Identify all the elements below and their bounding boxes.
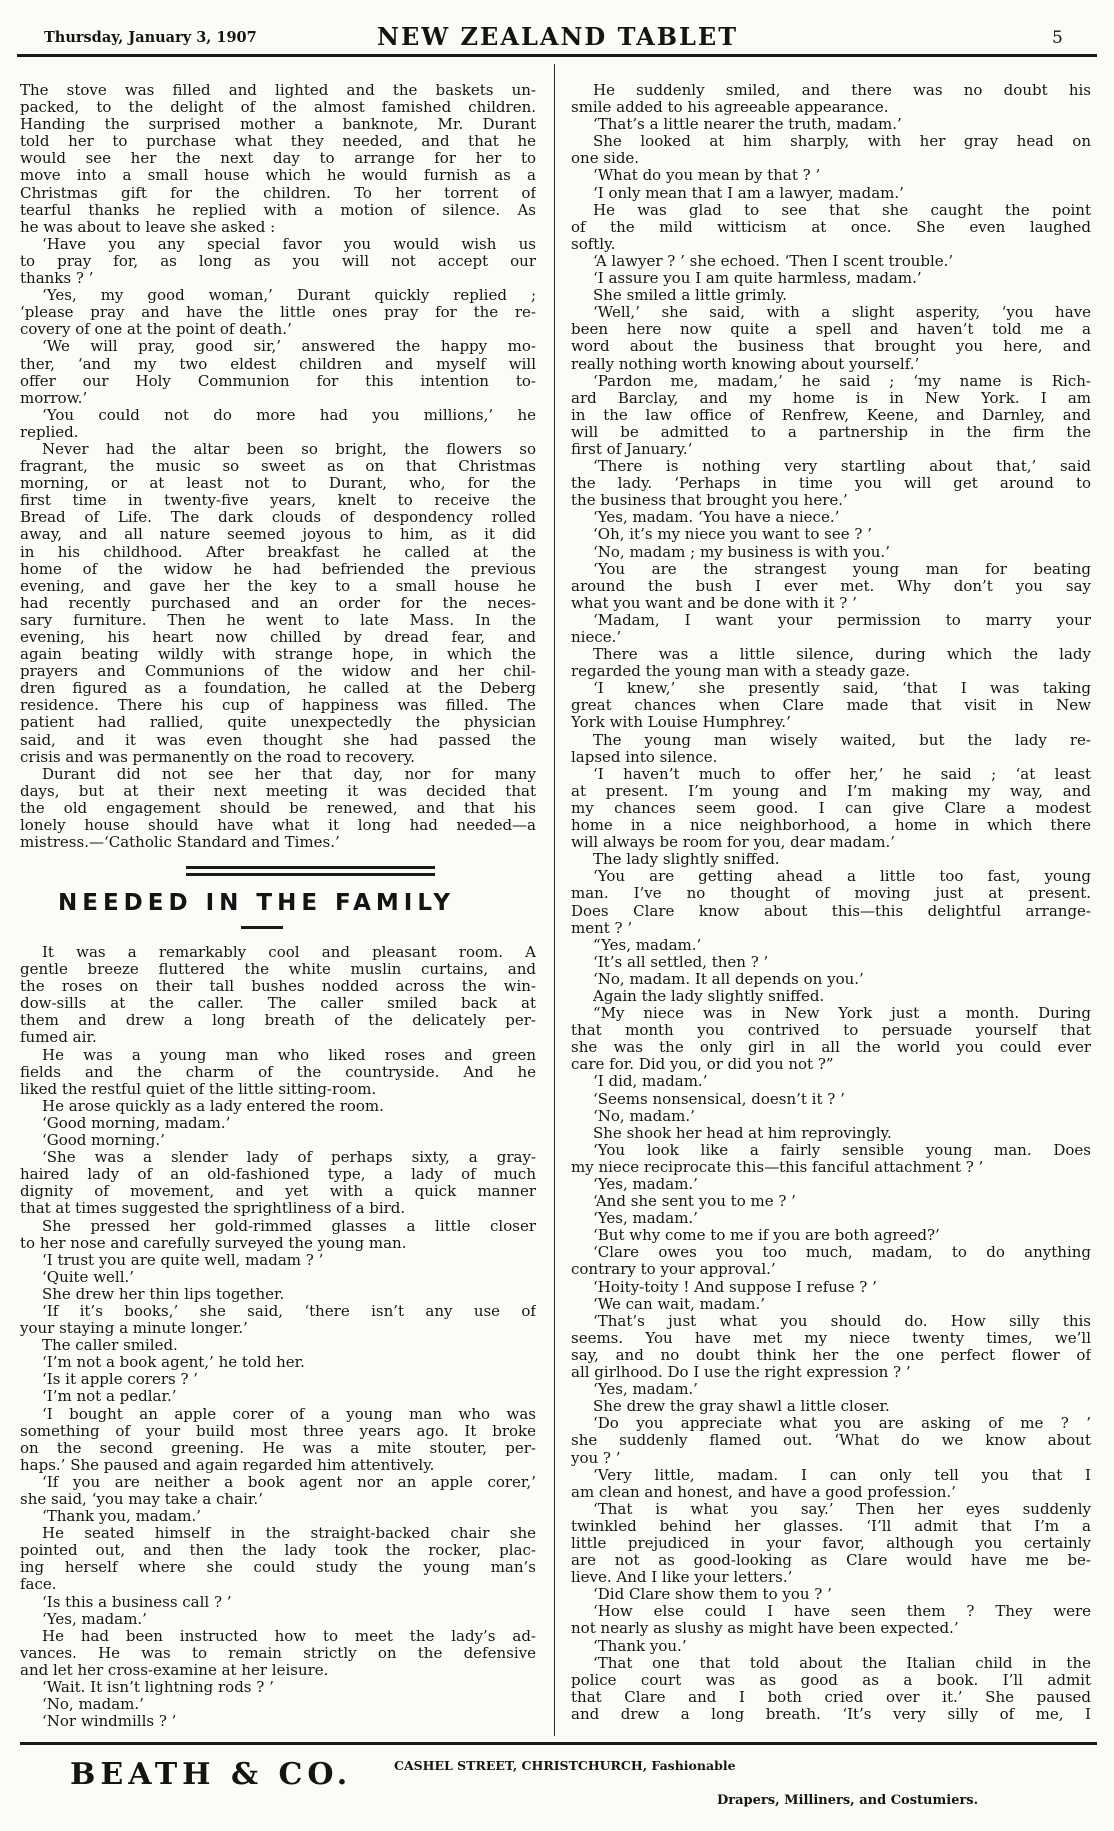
text-line: lieve. And I like your letters.’ xyxy=(571,1569,793,1587)
paragraph xyxy=(571,971,1091,988)
text-line: ‘She was a slender lady of perhaps sixty, a gray- xyxy=(42,1149,536,1167)
paragraph xyxy=(571,185,1091,202)
text-line: ‘Clare owes you too much, madam, to do anything xyxy=(593,1244,1091,1262)
paragraph xyxy=(571,680,1091,731)
text-line: ‘Pardon me, madam,’ he said ; ‘my name is Rich- xyxy=(593,372,1091,390)
text-line: He arose quickly as a lady entered the room. xyxy=(42,1097,384,1115)
text-line: ‘please pray and have the little ones pray for the re- xyxy=(20,304,536,322)
text-line: ‘You look like a fairly sensible young man. Does xyxy=(593,1141,1091,1159)
paragraph xyxy=(20,1388,536,1405)
text-line: ‘Yes, my good woman,’ Durant quickly replied ; xyxy=(42,287,536,305)
paragraph xyxy=(571,937,1091,954)
text-line: my chances seem good. I can give Clare a modest xyxy=(571,799,1091,817)
text-line: ‘Thank you.’ xyxy=(593,1637,687,1655)
text-line: had recently purchased and an order for the neces- xyxy=(20,594,536,612)
section-double-rule-top xyxy=(186,866,435,869)
paragraph xyxy=(20,1406,536,1474)
text-line: He was a young man who liked roses and green xyxy=(42,1046,536,1064)
text-line: are not as good-looking as Clare would have me be- xyxy=(571,1552,1091,1570)
paragraph xyxy=(20,1303,536,1337)
text-line: my niece reciprocate this—this fanciful attachment ? ’ xyxy=(571,1158,984,1176)
text-line: ‘Yes, madam.’ xyxy=(593,1176,698,1193)
text-line: Durant did not see her that day, nor for many xyxy=(42,765,536,783)
text-line: ‘Oh, it’s my niece you want to see ? ’ xyxy=(593,526,872,544)
text-line: Bread of Life. The dark clouds of despondency rolled xyxy=(20,509,536,527)
advertisement-name: BEATH & CO. xyxy=(70,1757,353,1792)
page-number: 5 xyxy=(1052,28,1063,48)
text-line: dren figured as a foundation, he called at the Deberg xyxy=(20,680,536,698)
text-line: man. I’ve no thought of moving just at present. xyxy=(571,885,1091,903)
text-line: “My niece was in New York just a month. During xyxy=(593,1005,1091,1023)
paragraph xyxy=(571,526,1091,543)
paragraph xyxy=(20,441,536,766)
paragraph xyxy=(571,509,1091,526)
text-line: again beating wildly with strange hope, in which the xyxy=(20,646,536,664)
paragraph xyxy=(20,1371,536,1388)
text-line: home of the widow he had befriended the previous xyxy=(20,560,536,578)
needed-in-the-family-story-text xyxy=(20,944,536,1730)
text-line: She looked at him sharply, with her gray head on xyxy=(593,133,1091,151)
paragraph xyxy=(571,1005,1091,1073)
text-line: am clean and honest, and have a good profession.’ xyxy=(571,1483,956,1501)
text-line: ‘You are the strangest young man for beating xyxy=(593,560,1091,578)
text-line: on the second greening. He was a mite stouter, per- xyxy=(20,1439,536,1457)
text-line: been here now quite a spell and haven’t told me a xyxy=(571,321,1091,339)
column-divider xyxy=(554,64,555,1736)
text-line: He was glad to see that she caught the point xyxy=(593,201,1091,219)
text-line: ‘Madam, I want your permission to marry your xyxy=(593,611,1091,629)
text-line: Does Clare know about this—this delightful arrange- xyxy=(571,902,1091,920)
paragraph xyxy=(20,1679,536,1696)
paragraph xyxy=(571,1279,1091,1296)
text-line: ‘I trust you are quite well, madam ? ’ xyxy=(42,1251,324,1269)
paragraph xyxy=(571,954,1091,971)
paragraph xyxy=(571,133,1091,167)
paragraph xyxy=(571,988,1091,1005)
text-line: ‘Seems nonsensical, doesn’t it ? ’ xyxy=(593,1090,845,1108)
running-date: Thursday, January 3, 1907 xyxy=(44,29,257,46)
paragraph xyxy=(571,1227,1091,1244)
paragraph xyxy=(571,732,1091,766)
text-line: police court was as good as a book. I’ll admit xyxy=(571,1671,1091,1689)
text-line: will always be room for you, dear madam.’ xyxy=(571,834,895,852)
text-line: the business that brought you here.’ xyxy=(571,492,848,510)
text-line: the lady. ‘Perhaps in time you will get around to xyxy=(571,475,1091,493)
text-line: dow-sills at the caller. The caller smiled back at xyxy=(20,995,536,1013)
text-line: the roses on their tall bushes nodded across the win- xyxy=(20,978,536,996)
text-line: She shook her head at him reprovingly. xyxy=(593,1124,892,1142)
text-line: ‘If it’s books,’ she said, ‘there isn’t any use of xyxy=(42,1302,536,1320)
paragraph xyxy=(571,458,1091,509)
text-line: ‘There is nothing very startling about that,’ said xyxy=(593,458,1091,476)
paragraph xyxy=(571,1108,1091,1125)
paragraph xyxy=(571,1501,1091,1586)
paragraph xyxy=(20,287,536,338)
text-line: ther, ‘and my two eldest children and myself will xyxy=(20,355,536,373)
text-line: home in a nice neighborhood, a home in which there xyxy=(571,817,1091,835)
paragraph xyxy=(571,1142,1091,1176)
paragraph xyxy=(20,338,536,406)
text-line: Again the lady slightly sniffed. xyxy=(593,987,825,1005)
text-line: ‘What do you mean by that ? ’ xyxy=(593,167,821,185)
text-line: would see her the next day to arrange for her to xyxy=(20,150,536,168)
text-line: ‘That’s a little nearer the truth, madam.’ xyxy=(593,116,902,134)
text-line: to pray for, as long as you will not accept our xyxy=(20,252,536,270)
text-line: ing herself where she could study the young man’s xyxy=(20,1559,536,1577)
text-line: haps.’ She paused and again regarded him attentively. xyxy=(20,1456,435,1474)
paragraph xyxy=(571,167,1091,184)
paragraph xyxy=(20,407,536,441)
text-line: ‘A lawyer ? ’ she echoed. ‘Then I scent trouble.’ xyxy=(593,252,954,270)
text-line: ‘Is this a business call ? ’ xyxy=(42,1593,232,1611)
text-line: He had been instructed how to meet the lady’s ad- xyxy=(42,1627,536,1645)
text-line: ‘Have you any special favor you would wish us xyxy=(42,235,536,253)
text-line: great chances when Clare made that visit in New xyxy=(571,697,1091,715)
text-line: and drew a long breath. ‘It’s very silly of me, I xyxy=(571,1705,1091,1723)
text-line: ‘I bought an apple corer of a young man who was xyxy=(42,1405,536,1423)
text-line: at present. I’m young and I’m making my way, and xyxy=(571,782,1091,800)
text-line: to her nose and carefully surveyed the young man. xyxy=(20,1234,407,1252)
paragraph xyxy=(571,1210,1091,1227)
footer-rule xyxy=(20,1742,1097,1745)
paragraph xyxy=(571,646,1091,680)
paragraph xyxy=(20,1115,536,1132)
text-line: mistress.—‘Catholic Standard and Times.’ xyxy=(20,834,340,852)
text-line: ‘I assure you I am quite harmless, madam.’ xyxy=(593,270,922,288)
paragraph xyxy=(20,82,536,236)
paragraph xyxy=(571,612,1091,646)
paragraph xyxy=(571,868,1091,936)
text-line: He seated himself in the straight-backed chair she xyxy=(42,1525,536,1543)
paragraph xyxy=(571,1467,1091,1501)
text-line: ‘It’s all settled, then ? ’ xyxy=(593,953,769,971)
text-line: There was a little silence, during which the lady xyxy=(593,646,1091,664)
paragraph xyxy=(20,1337,536,1354)
text-line: It was a remarkably cool and pleasant room. A xyxy=(42,944,536,961)
text-line: morning, or at least not to Durant, who, for the xyxy=(20,475,536,493)
text-line: softly. xyxy=(571,235,616,253)
paragraph xyxy=(20,1047,536,1098)
paragraph xyxy=(20,1132,536,1149)
advertisement-address: CASHEL STREET, CHRISTCHURCH, Fashionable xyxy=(394,1758,736,1773)
paragraph xyxy=(571,1415,1091,1466)
paragraph xyxy=(571,202,1091,253)
text-line: fragrant, the music so sweet as on that Christmas xyxy=(20,458,536,476)
text-line: prayers and Communions of the widow and her chil- xyxy=(20,663,536,681)
text-line: pointed out, and then the lady took the rocker, plac- xyxy=(20,1542,536,1560)
text-line: evening, and gave her the key to a small house he xyxy=(20,577,536,595)
paragraph xyxy=(20,1525,536,1593)
text-line: ‘Good morning.’ xyxy=(42,1132,165,1150)
paragraph xyxy=(571,373,1091,458)
text-line: ‘If you are neither a book agent nor an apple corer,’ xyxy=(42,1473,536,1491)
text-line: evening, his heart now chilled by dread fear, and xyxy=(20,629,536,646)
text-line: ‘Yes, madam. ‘You have a niece.’ xyxy=(593,509,840,527)
text-line: contrary to your approval.’ xyxy=(571,1261,776,1279)
text-line: not nearly as slushy as might have been expected.’ xyxy=(571,1620,959,1638)
text-line: that month you contrived to persuade yourself that xyxy=(571,1022,1091,1040)
text-line: care for. Did you, or did you not ?” xyxy=(571,1056,834,1074)
paragraph xyxy=(571,1244,1091,1278)
text-line: The stove was filled and lighted and the baskets un- xyxy=(20,82,536,99)
text-line: twinkled behind her glasses. ‘I’ll admit that I’m a xyxy=(571,1517,1091,1535)
paragraph xyxy=(20,1149,536,1217)
paragraph xyxy=(571,1603,1091,1637)
paragraph xyxy=(571,766,1091,851)
text-line: She drew the gray shawl a little closer. xyxy=(593,1398,890,1416)
text-line: in the law office of Renfrew, Keene, and Darnley, and xyxy=(571,406,1091,424)
paragraph xyxy=(20,1474,536,1508)
paragraph xyxy=(571,1638,1091,1655)
text-line: ‘Wait. It isn’t lightning rods ? ’ xyxy=(42,1679,274,1697)
paragraph xyxy=(571,287,1091,304)
story-title: NEEDED IN THE FAMILY xyxy=(58,890,456,916)
paragraph xyxy=(20,1594,536,1611)
paragraph xyxy=(20,1252,536,1269)
text-line: replied. xyxy=(20,423,79,441)
text-line: something of your build most three years ago. It broke xyxy=(20,1422,536,1440)
text-line: ‘I did, madam.’ xyxy=(593,1073,708,1091)
paragraph xyxy=(571,253,1091,270)
text-line: she said, ‘you may take a chair.’ xyxy=(20,1491,263,1508)
paragraph xyxy=(571,1313,1091,1381)
text-line: face. xyxy=(20,1576,57,1594)
text-line: one side. xyxy=(571,150,640,168)
paragraph xyxy=(20,1286,536,1303)
text-line: niece.’ xyxy=(571,629,622,646)
text-line: He suddenly smiled, and there was no doubt his xyxy=(593,82,1091,99)
text-line: She smiled a little grimly. xyxy=(593,287,787,305)
text-line: in his childhood. After breakfast he called at the xyxy=(20,543,536,561)
text-line: word about the business that brought you here, and xyxy=(571,338,1091,356)
text-line: ‘Yes, madam.’ xyxy=(593,1210,698,1228)
paragraph xyxy=(571,116,1091,133)
paragraph xyxy=(20,1696,536,1713)
text-line: ‘No, madam.’ xyxy=(593,1107,695,1125)
story-ending-column-text xyxy=(20,82,536,851)
paragraph xyxy=(20,1611,536,1628)
text-line: ‘That is what you say.’ Then her eyes suddenly xyxy=(593,1500,1091,1518)
paragraph xyxy=(20,766,536,851)
text-line: morrow.’ xyxy=(20,389,88,407)
text-line: ‘We will pray, good sir,’ answered the happy mo- xyxy=(42,338,536,356)
text-line: dignity of movement, and yet with a quick manner xyxy=(20,1183,536,1201)
paragraph xyxy=(20,236,536,287)
text-line: little prejudiced in your favor, although you certainly xyxy=(571,1534,1091,1552)
paragraph xyxy=(571,82,1091,116)
text-line: told her to purchase what they needed, and that he xyxy=(20,133,536,151)
text-line: that Clare and I both cried over it.’ She paused xyxy=(571,1688,1091,1706)
paragraph xyxy=(571,1073,1091,1090)
text-line: residence. There his cup of happiness was filled. The xyxy=(20,697,536,715)
text-line: The caller smiled. xyxy=(42,1337,178,1355)
paragraph xyxy=(20,1628,536,1679)
text-line: She pressed her gold-rimmed glasses a little closer xyxy=(42,1217,536,1235)
text-line: will be admitted to a partnership in the firm the xyxy=(571,423,1091,441)
text-line: ‘And she sent you to me ? ’ xyxy=(593,1193,796,1211)
text-line: ‘No, madam ; my business is with you.’ xyxy=(593,543,890,561)
paragraph xyxy=(571,1586,1091,1603)
text-line: ‘You could not do more had you millions,’ he xyxy=(42,406,536,424)
text-line: offer our Holy Communion for this intention to- xyxy=(20,372,536,390)
text-line: ‘No, madam.’ xyxy=(42,1696,144,1714)
text-line: fields and the charm of the countryside. And he xyxy=(20,1063,536,1081)
text-line: smile added to his agreeable appearance. xyxy=(571,99,889,117)
text-line: ‘I haven’t much to offer her,’ he said ; ‘at least xyxy=(593,765,1091,783)
text-line: ‘How else could I have seen them ? They were xyxy=(593,1603,1091,1621)
text-line: ‘I only mean that I am a lawyer, madam.’ xyxy=(593,184,904,202)
text-line: said, and it was even thought she had passed the xyxy=(20,731,536,749)
text-line: ‘I’m not a book agent,’ he told her. xyxy=(42,1354,305,1372)
text-line: She drew her thin lips together. xyxy=(42,1285,285,1303)
text-line: thanks ? ’ xyxy=(20,270,94,288)
text-line: gentle breeze fluttered the white muslin curtains, and xyxy=(20,961,536,979)
paragraph xyxy=(571,561,1091,612)
text-line: ‘We can wait, madam.’ xyxy=(593,1295,765,1313)
text-line: he was about to leave she asked : xyxy=(20,218,276,236)
text-line: seems. You have met my niece twenty times, we’ll xyxy=(571,1329,1091,1347)
text-line: ‘No, madam. It all depends on you.’ xyxy=(593,970,864,988)
paragraph xyxy=(20,1713,536,1730)
paragraph xyxy=(571,1125,1091,1142)
text-line: that at times suggested the sprightliness of a bird. xyxy=(20,1200,406,1218)
text-line: Handing the surprised mother a banknote, Mr. Durant xyxy=(20,116,536,134)
text-line: them and drew a long breath of the delicately per- xyxy=(20,1012,536,1030)
paragraph xyxy=(571,1176,1091,1193)
paragraph xyxy=(571,544,1091,561)
text-line: crisis and was permanently on the road to recovery. xyxy=(20,748,416,766)
text-line: York with Louise Humphrey.’ xyxy=(571,714,791,732)
text-line: packed, to the delight of the almost famished children. xyxy=(20,99,536,117)
advertisement-trade: Drapers, Milliners, and Costumiers. xyxy=(717,1793,979,1808)
text-line: The lady slightly sniffed. xyxy=(593,851,780,869)
text-line: she suddenly flamed out. ‘What do we know about xyxy=(571,1432,1091,1450)
text-line: and let her cross-examine at her leisure. xyxy=(20,1661,329,1679)
text-line: lapsed into silence. xyxy=(571,748,718,766)
text-line: ‘Did Clare show them to you ? ’ xyxy=(593,1586,832,1604)
text-line: what you want and be done with it ? ’ xyxy=(571,594,857,612)
text-line: ‘That one that told about the Italian child in the xyxy=(593,1654,1091,1672)
text-line: ‘But why come to me if you are both agreed?’ xyxy=(593,1227,940,1245)
text-line: haired lady of an old-fashioned type, a lady of much xyxy=(20,1166,536,1184)
text-line: first time in twenty-five years, knelt to receive the xyxy=(20,492,536,510)
paragraph xyxy=(571,1398,1091,1415)
text-line: covery of one at the point of death.’ xyxy=(20,321,292,339)
text-line: liked the restful quiet of the little sitting-room. xyxy=(20,1080,377,1098)
text-line: ‘Do you appreciate what you are asking of me ? ’ xyxy=(593,1415,1091,1433)
paragraph xyxy=(20,944,536,1047)
paragraph xyxy=(571,304,1091,372)
text-line: patient had rallied, quite unexpectedly the physician xyxy=(20,714,536,732)
text-line: away, and all nature seemed joyous to him, as it did xyxy=(20,526,536,544)
text-line: say, and no doubt think her the one perfect flower of xyxy=(571,1346,1091,1364)
text-line: you ? ’ xyxy=(571,1449,621,1467)
text-line: ment ? ’ xyxy=(571,919,633,937)
masthead-title: NEW ZEALAND TABLET xyxy=(377,22,739,51)
text-line: ‘That’s just what you should do. How silly this xyxy=(593,1312,1091,1330)
text-line: Never had the altar been so bright, the flowers so xyxy=(42,440,536,458)
text-line: ard Barclay, and my home is in New York. I am xyxy=(571,389,1091,407)
text-line: ‘Good morning, madam.’ xyxy=(42,1114,231,1132)
text-line: ‘Yes, madam.’ xyxy=(593,1381,698,1399)
paragraph xyxy=(571,1296,1091,1313)
paragraph xyxy=(20,1098,536,1115)
paragraph xyxy=(571,1193,1091,1210)
text-line: tearful thanks he replied with a motion of silence. As xyxy=(20,201,536,219)
text-line: around the bush I ever met. Why don’t you say xyxy=(571,577,1091,595)
text-line: ‘Thank you, madam.’ xyxy=(42,1508,202,1526)
text-line: ‘I knew,’ she presently said, ‘that I was taking xyxy=(593,680,1091,698)
header-rule xyxy=(17,54,1097,57)
text-line: lonely house should have what it long had needed—a xyxy=(20,817,536,835)
text-line: days, but at their next meeting it was decided that xyxy=(20,782,536,800)
text-line: ‘You are getting ahead a little too fast, young xyxy=(593,868,1091,886)
text-line: sary furniture. Then he went to late Mass. In the xyxy=(20,611,536,629)
paragraph xyxy=(571,270,1091,287)
paragraph xyxy=(20,1508,536,1525)
paragraph xyxy=(571,1655,1091,1723)
text-line: ‘Very little, madam. I can only tell you that I xyxy=(593,1466,1091,1484)
paragraph xyxy=(20,1218,536,1252)
paragraph xyxy=(20,1269,536,1286)
section-double-rule-bottom xyxy=(186,873,435,876)
text-line: The young man wisely waited, but the lady re- xyxy=(593,731,1091,749)
paragraph xyxy=(571,1381,1091,1398)
paragraph xyxy=(571,851,1091,868)
text-line: “Yes, madam.’ xyxy=(593,936,702,954)
paragraph xyxy=(571,1091,1091,1108)
text-line: ‘Well,’ she said, with a slight asperity, ‘you have xyxy=(593,304,1091,322)
text-line: Christmas gift for the children. To her torrent of xyxy=(20,184,536,202)
text-line: of the mild witticism at once. She even laughed xyxy=(571,218,1091,236)
text-line: all girlhood. Do I use the right expression ? ’ xyxy=(571,1364,911,1382)
text-line: regarded the young man with a steady gaze. xyxy=(571,663,911,681)
story-title-underline xyxy=(241,926,283,929)
text-line: ‘Is it apple corers ? ’ xyxy=(42,1371,199,1389)
text-line: move into a small house which he would furnish as a xyxy=(20,167,536,185)
text-line: really nothing worth knowing about yourself.’ xyxy=(571,355,920,373)
paragraph xyxy=(20,1354,536,1371)
text-line: ‘Nor windmills ? ’ xyxy=(42,1713,177,1731)
text-line: fumed air. xyxy=(20,1029,97,1047)
text-line: ‘Quite well.’ xyxy=(42,1268,135,1286)
text-line: the old engagement should be renewed, and that his xyxy=(20,799,536,817)
text-line: ‘I’m not a pedlar.’ xyxy=(42,1388,177,1406)
text-line: your staying a minute longer.’ xyxy=(20,1320,248,1338)
text-line: ‘Yes, madam.’ xyxy=(42,1610,147,1628)
right-column-story-text xyxy=(571,82,1091,1723)
text-line: ‘Hoity-toity ! And suppose I refuse ? ’ xyxy=(593,1278,877,1296)
text-line: vances. He was to remain strictly on the defensive xyxy=(20,1644,536,1662)
text-line: first of January.’ xyxy=(571,440,693,458)
text-line: she was the only girl in all the world you could ever xyxy=(571,1039,1091,1057)
